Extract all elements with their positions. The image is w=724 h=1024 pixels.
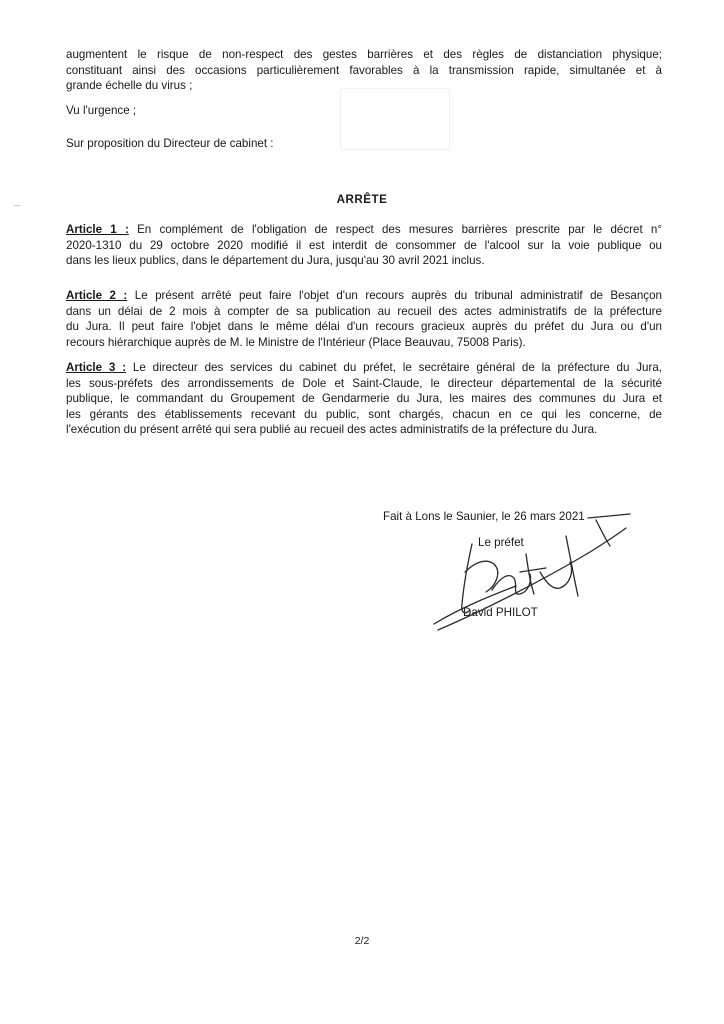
article-3-label: Article 3 : (66, 361, 127, 374)
article-2-text: dans un délai de 2 mois à compter de sa publication au recueil des actes administratifs de la préfecture (66, 304, 662, 318)
article-1-text: En complément de l'obligation de respect des mesures barrières prescrite par le décret n° (137, 223, 662, 236)
signature-title: Le préfet (478, 536, 524, 549)
intro-line: augmentent le risque de non-respect des gestes barrières et des règles de distanciation physique; (66, 48, 662, 61)
article-1-label: Article 1 : (66, 223, 129, 236)
article-3-text: les sous-préfets des arrondissements de Dole et Saint-Claude, le directeur départemental de la sécurité (66, 376, 662, 390)
article-3-text: l'exécution du présent arrêté qui sera publié au recueil des actes administratifs de la préfecture du Jura. (66, 423, 598, 436)
page-number: 2/2 (354, 935, 370, 947)
article-1 (66, 222, 662, 269)
signature-place-date: Fait à Lons le Saunier, le 26 mars 2021 (383, 510, 585, 523)
article-3-text: publique, le commandant du Groupement de Gendarmerie du Jura, les maires des communes du Jura et (66, 392, 662, 405)
intro-line: grande échelle du virus ; (66, 79, 193, 92)
decree-title: ARRÊTE (336, 193, 388, 206)
proposition-line: Sur proposition du Directeur de cabinet : (66, 137, 274, 150)
article-3 (66, 360, 662, 438)
article-2-label: Article 2 : (66, 289, 128, 302)
article-2-text: recours hiérarchique auprès de M. le Ministre de l'Intérieur (Place Beauvau, 75008 Paris). (66, 335, 526, 349)
article-3-text: Le directeur des services du cabinet du préfet, le secrétaire général de la préfecture du Jura, (132, 361, 662, 374)
article-2-text: du Jura. Il peut faire l'objet dans le même délai d'un recours gracieux auprès du préfet du Jura ou d'un (66, 320, 662, 333)
handwritten-signature (420, 512, 635, 632)
intro-paragraph (66, 47, 662, 94)
intro-line: constituant ainsi des occasions particulièrement favorables à la transmission rapide, simultanée et à (66, 63, 662, 77)
faint-stamp-mark (340, 88, 450, 150)
article-1-text: dans les lieux publics, dans le département du Jura, jusqu'au 30 avril 2021 inclus. (66, 254, 485, 267)
article-2-text: Le présent arrêté peut faire l'objet d'un recours auprès du tribunal administratif de Besançon (134, 289, 662, 302)
urgence-line: Vu l'urgence ; (66, 104, 137, 117)
article-2 (66, 288, 662, 350)
article-1-text: 2020-1310 du 29 octobre 2020 modifié il est interdit de consommer de l'alcool sur la voie publique ou (66, 238, 662, 252)
article-3-text: les gérants des établissements recevant du public, sont chargés, chacun en ce qui les concerne, de (66, 407, 662, 421)
signatory-name: David PHILOT (463, 606, 538, 619)
